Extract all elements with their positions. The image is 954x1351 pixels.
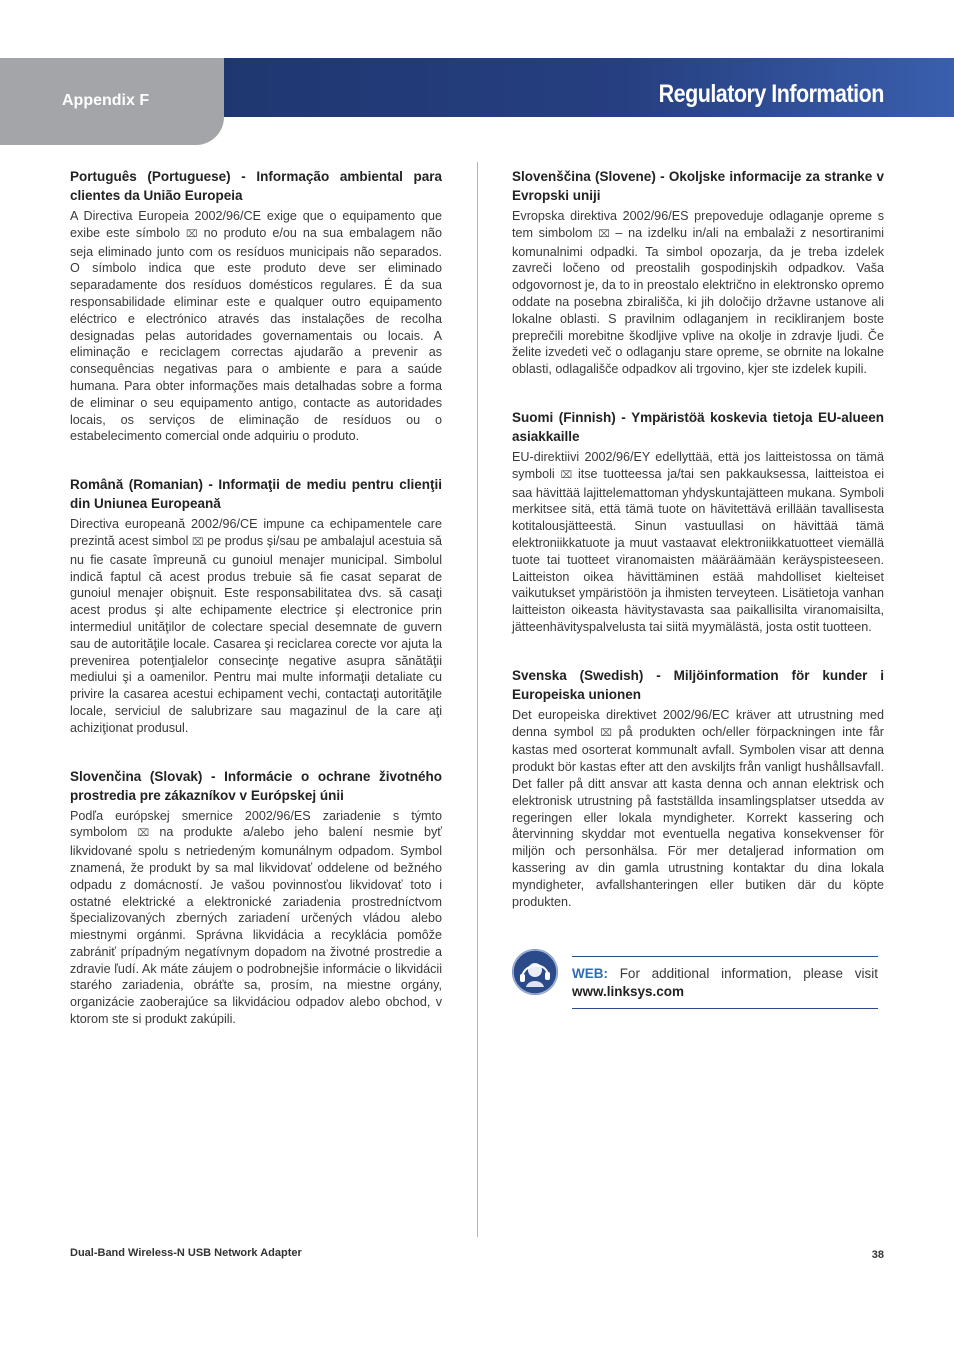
section-title: Suomi (Finnish) - Ympäristöä koskevia tietoja EU-alueen asiakkaille	[512, 409, 884, 444]
body-text: Directiva europeană 2002/96/CE impune ca echipamentele care prezintă acest simbol	[70, 517, 442, 548]
section-title: Português (Portuguese) - Informação ambiental para clientes da União Europeia	[70, 169, 442, 203]
section-slovene	[512, 167, 884, 378]
section-title: Slovenščina (Slovene) - Okoljske informacije za stranke v Evropski uniji	[512, 169, 884, 203]
section-finnish	[512, 408, 884, 636]
body-text: na produkte a/alebo jeho balení nesmie byť likvidované spolu s netriedeným komunálnym odpadom. Symbol znamená, že produkt by sa mal likvidovať oddelene od bežného odpadu z domácností. Je vašou povinnosťou likvidovať toto i ostatné elektrické a elektronické zariadenia prostredníctvom špecializovaných zberných zariadení určených vládou alebo miestnymi orgánmi. Správna likvidácia a recyklácia pomôže zabrániť prípadným negatívnym dopadom na životné prostredie a zdravie ľudí. Ak máte záujem o podrobnejšie informácie o likvidácii starého zariadenia, obráťte sa, prosím, na miestne orgány, organizácie zaoberajúce sa likvidáciou odpadov alebo obchod, v ktorom ste si produkt zakúpili.	[70, 825, 442, 1027]
left-column	[70, 167, 442, 1058]
body-text: pe produs şi/sau pe ambalajul acestuia să nu fie casate împreună cu gunoiul menajer municipal. Simbolul indică faptul că acest produs trebuie să fie casat separat de gunoiul menajer obişnuit. Este responsabilitatea dvs. să casaţi acest produs şi alte echipamente electrice şi electronice prin intermediul unităţilor de colectare special desemnate de guvern sau de autorităţile locale. Casarea şi reciclarea corecte vor ajuta la prevenirea potenţialelor consecinţe negative asupra sănătăţii mediului şi a oamenilor. Pentru mai multe informaţii detaliate cu privire la casarea acestui echipament vechi, contactaţi autorităţile locale, serviciul de salubrizare sau magazinul de la care aţi achiziţionat produsul.	[70, 533, 443, 735]
wheelie-bin-icon: ⌧	[600, 727, 612, 739]
web-description: For additional information, please visit	[619, 966, 878, 981]
page-number: 38	[871, 1249, 884, 1261]
section-title: Svenska (Swedish) - Miljöinformation för kunder i Europeiska unionen	[512, 667, 884, 702]
wheelie-bin-icon: ⌧	[192, 536, 204, 548]
body-text: – na izdelku in/ali na embalaži z nesortiranimi komunalnimi odpadki. Ta simbol opozarja, da je treba izdelek zavreči ločeno od preostalih gospodinjskih odpadkov. Vaša odgovornost je, da to in preostalo električno in elektronsko opremo oddate na posebna zbirališča, ki jih določijo državne ustanove ali lokalne oblasti. S pravilnim odlaganjem in recikliranjem boste preprečili morebitne škodljive vplive na okolje in zdravje ljudi. Če želite izvedeti več o odlaganju stare opreme, se obrnite na lokalne oblasti, odlagališče odpadkov ali trgovino, kjer ste izdelek kupili.	[512, 225, 884, 377]
wheelie-bin-icon: ⌧	[137, 828, 150, 840]
section-body	[70, 516, 442, 736]
body-text: no produto e/ou na sua embalagem não seja eliminado junto com os resíduos municipais não separados. O símbolo indica que este produto deve ser eliminado separadamente dos resíduos domésticos regulares. É da sua responsabilidade eliminar este e qualquer outro equipamento eléctrico e electrónico através das instalações de recolha designadas pelas autoridades governamentais ou locais. A eliminação e reciclagem correctas ajudarão a prevenir as consequências negativas para o ambiente e para a saúde humana. Para obter informações mais detalhadas sobre a forma de eliminar o seu equipamento antigo, contacte as autoridades locais, os serviços de eliminação de resíduos ou o estabelecimento comercial onde adquiriu o produto.	[70, 225, 443, 444]
wheelie-bin-icon: ⌧	[598, 228, 610, 240]
appendix-tab	[0, 58, 224, 145]
section-romanian	[70, 475, 442, 736]
section-slovak	[70, 767, 442, 1028]
web-text	[572, 956, 878, 1009]
web-callout	[512, 947, 884, 1013]
page-title: Regulatory Information	[658, 80, 884, 108]
body-text: Evropska direktiva 2002/96/ES prepoveduje odlaganje opreme s tem simbolom	[512, 209, 884, 240]
appendix-label: Appendix F	[62, 92, 150, 109]
body-text: Det europeiska direktivet 2002/96/EC kräver att utrustning med denna symbol	[512, 707, 884, 739]
section-body	[512, 707, 884, 911]
column-divider	[477, 162, 478, 1237]
body-text: A Directiva Europeia 2002/96/CE exige que o equipamento que exibe este símbolo	[70, 209, 442, 240]
section-portuguese	[70, 167, 442, 445]
section-body	[512, 449, 884, 636]
wheelie-bin-icon: ⌧	[560, 469, 573, 481]
title-bar	[224, 58, 954, 117]
body-text: Podľa európskej smernice 2002/96/ES zariadenie s týmto symbolom	[70, 808, 442, 840]
wheelie-bin-icon: ⌧	[186, 228, 198, 240]
body-text: på produkten och/eller förpackningen inte får kastas med osorterat kommunalt avfall. Symbolen visar att denna produkt bör kastas efter att den avskiljts från vanligt hushållsavfall. Det faller på ditt ansvar att kasta denna och annan elektrisk och elektronisk utrustning på fastställda insamlingsplatser utsedda av regeringen eller lokala myndigheter. Korrekt kassering och återvinning skyddar mot eventuella negativa konsekvenser för miljön och personhälsa. För mer detaljerad information om kassering av din gamla utrustning kontaktar du dina lokala myndigheter, avfallshanteringen eller butiken där du köpte produkten.	[512, 724, 885, 909]
section-body	[70, 208, 442, 445]
section-title: Slovenčina (Slovak) - Informácie o ochrane životného prostredia pre zákazníkov v Európskej únii	[70, 768, 442, 803]
section-swedish	[512, 666, 884, 911]
body-text: itse tuotteessa ja/tai sen pakkauksessa, laitteistoa ei saa hävittää lajittelemattoman yhdyskuntajätteen mukana. Symboli merkitsee sitä, että tämä tuote on hävitettävä erillään tavallisesta kotitalousjätteestä. Sinun vastuullasi on hävittää tämä elektroniikkatuote ja muut vastaavat elektroniikkatuotteet viemällä tuote tai tuotteet viranomaisten määräämään keräyspisteeseen. Laitteiston oikea hävittäminen estää mahdolliset kielteiset vaikutukset ympäristöön ja ihmisten terveyteen. Lisätietoja vanhan laitteiston oikeasta hävitystavasta saa paikallisilta viranomaisilta, jätteenhävityspalvelusta tai siitä myymälästä, josta ostit tuotteen.	[512, 466, 885, 634]
web-label: WEB:	[572, 966, 608, 981]
footer-product: Dual-Band Wireless-N USB Network Adapter	[70, 1247, 302, 1259]
body-text: EU-direktiivi 2002/96/EY edellyttää, että jos laitteistossa on tämä symboli	[512, 449, 884, 481]
section-body	[512, 208, 884, 378]
section-title: Română (Romanian) - Informaţii de mediu pentru clienţii din Uniunea Europeană	[70, 477, 442, 512]
globe-headset-icon	[512, 949, 558, 995]
linksys-link[interactable]: www.linksys.com	[572, 984, 685, 999]
section-body	[70, 808, 442, 1028]
right-column	[512, 167, 884, 940]
